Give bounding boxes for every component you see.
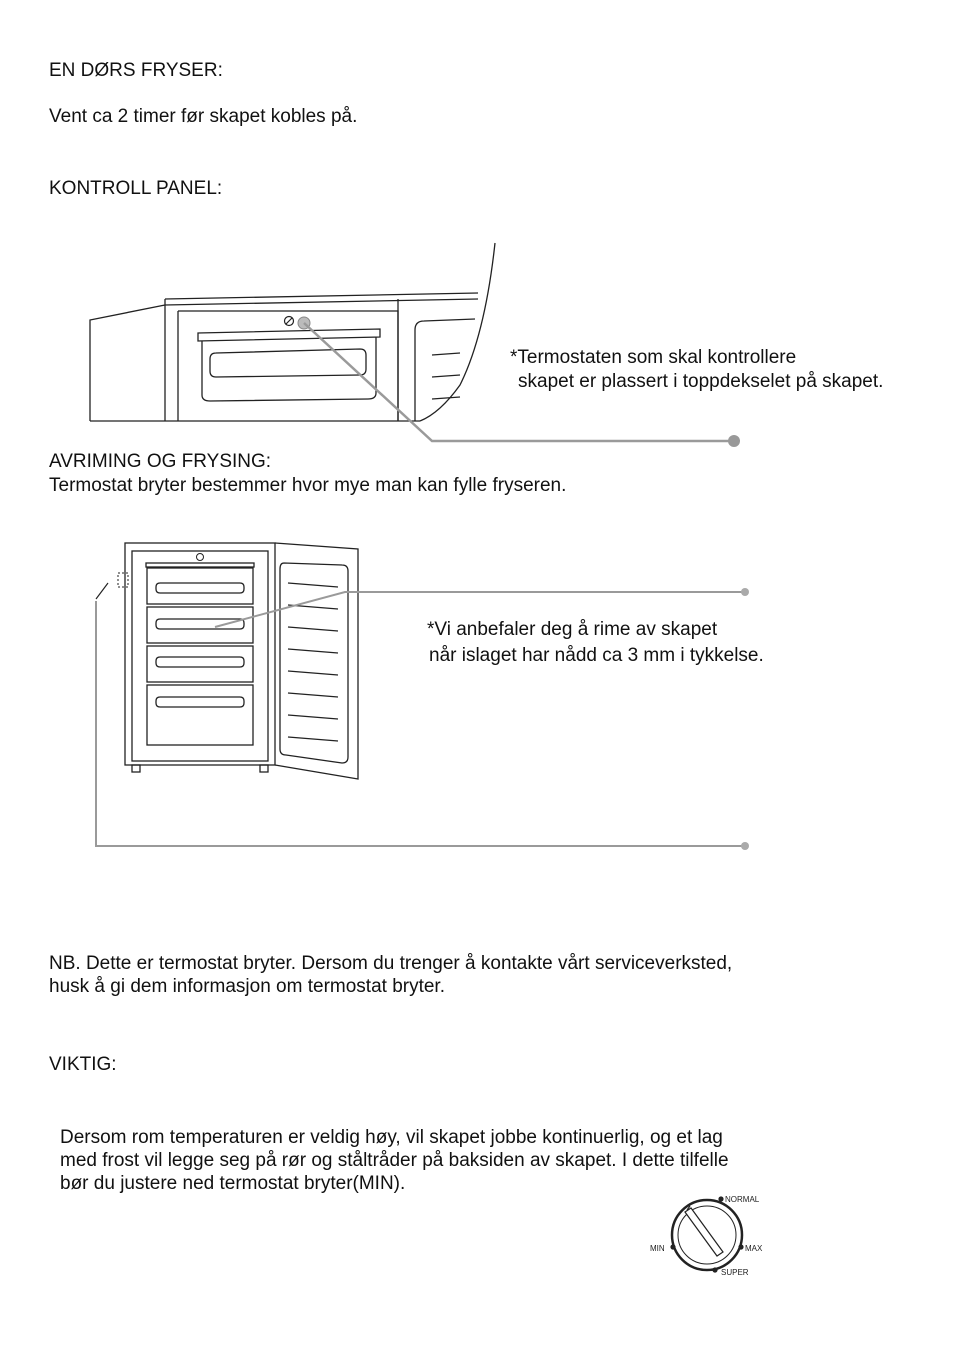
dial-label-super: SUPER bbox=[721, 1268, 749, 1277]
dial-label-normal: NORMAL bbox=[725, 1195, 760, 1204]
important-line1: Dersom rom temperaturen er veldig høy, vil skapet jobbe kontinuerlig, og et lag bbox=[60, 1127, 723, 1148]
control-panel-note-line1: *Termostaten som skal kontrollere bbox=[510, 347, 797, 368]
heading-control-panel: KONTROLL PANEL: bbox=[49, 178, 223, 199]
freezer-open-illustration bbox=[90, 535, 760, 860]
nb-line2: husk å gi dem informasjon om termostat bryter. bbox=[49, 976, 445, 997]
control-panel-note-line2: skapet er plassert i toppdekselet på skapet. bbox=[518, 371, 884, 392]
important-line3: bør du justere ned termostat bryter(MIN). bbox=[60, 1173, 406, 1194]
thermostat-dial-icon bbox=[645, 1190, 775, 1285]
defrost-note-line2: når islaget har nådd ca 3 mm i tykkelse. bbox=[429, 645, 764, 666]
heading-one-door: EN DØRS FRYSER: bbox=[49, 60, 223, 81]
important-line2: med frost vil legge seg på rør og ståltråder på baksiden av skapet. I dette tilfelle bbox=[60, 1150, 729, 1171]
defrost-description: Termostat bryter bestemmer hvor mye man kan fylle fryseren. bbox=[49, 475, 567, 496]
nb-line1: NB. Dette er termostat bryter. Dersom du trenger å kontakte vårt serviceverksted, bbox=[49, 953, 733, 974]
dial-label-max: MAX bbox=[745, 1244, 763, 1253]
heading-important: VIKTIG: bbox=[49, 1054, 117, 1075]
defrost-note-line1: *Vi anbefaler deg å rime av skapet bbox=[427, 619, 718, 640]
one-door-instruction: Vent ca 2 timer før skapet kobles på. bbox=[49, 106, 358, 127]
heading-defrost: AVRIMING OG FRYSING: bbox=[49, 451, 272, 472]
dial-label-min: MIN bbox=[650, 1244, 665, 1253]
control-panel-illustration bbox=[80, 235, 770, 455]
